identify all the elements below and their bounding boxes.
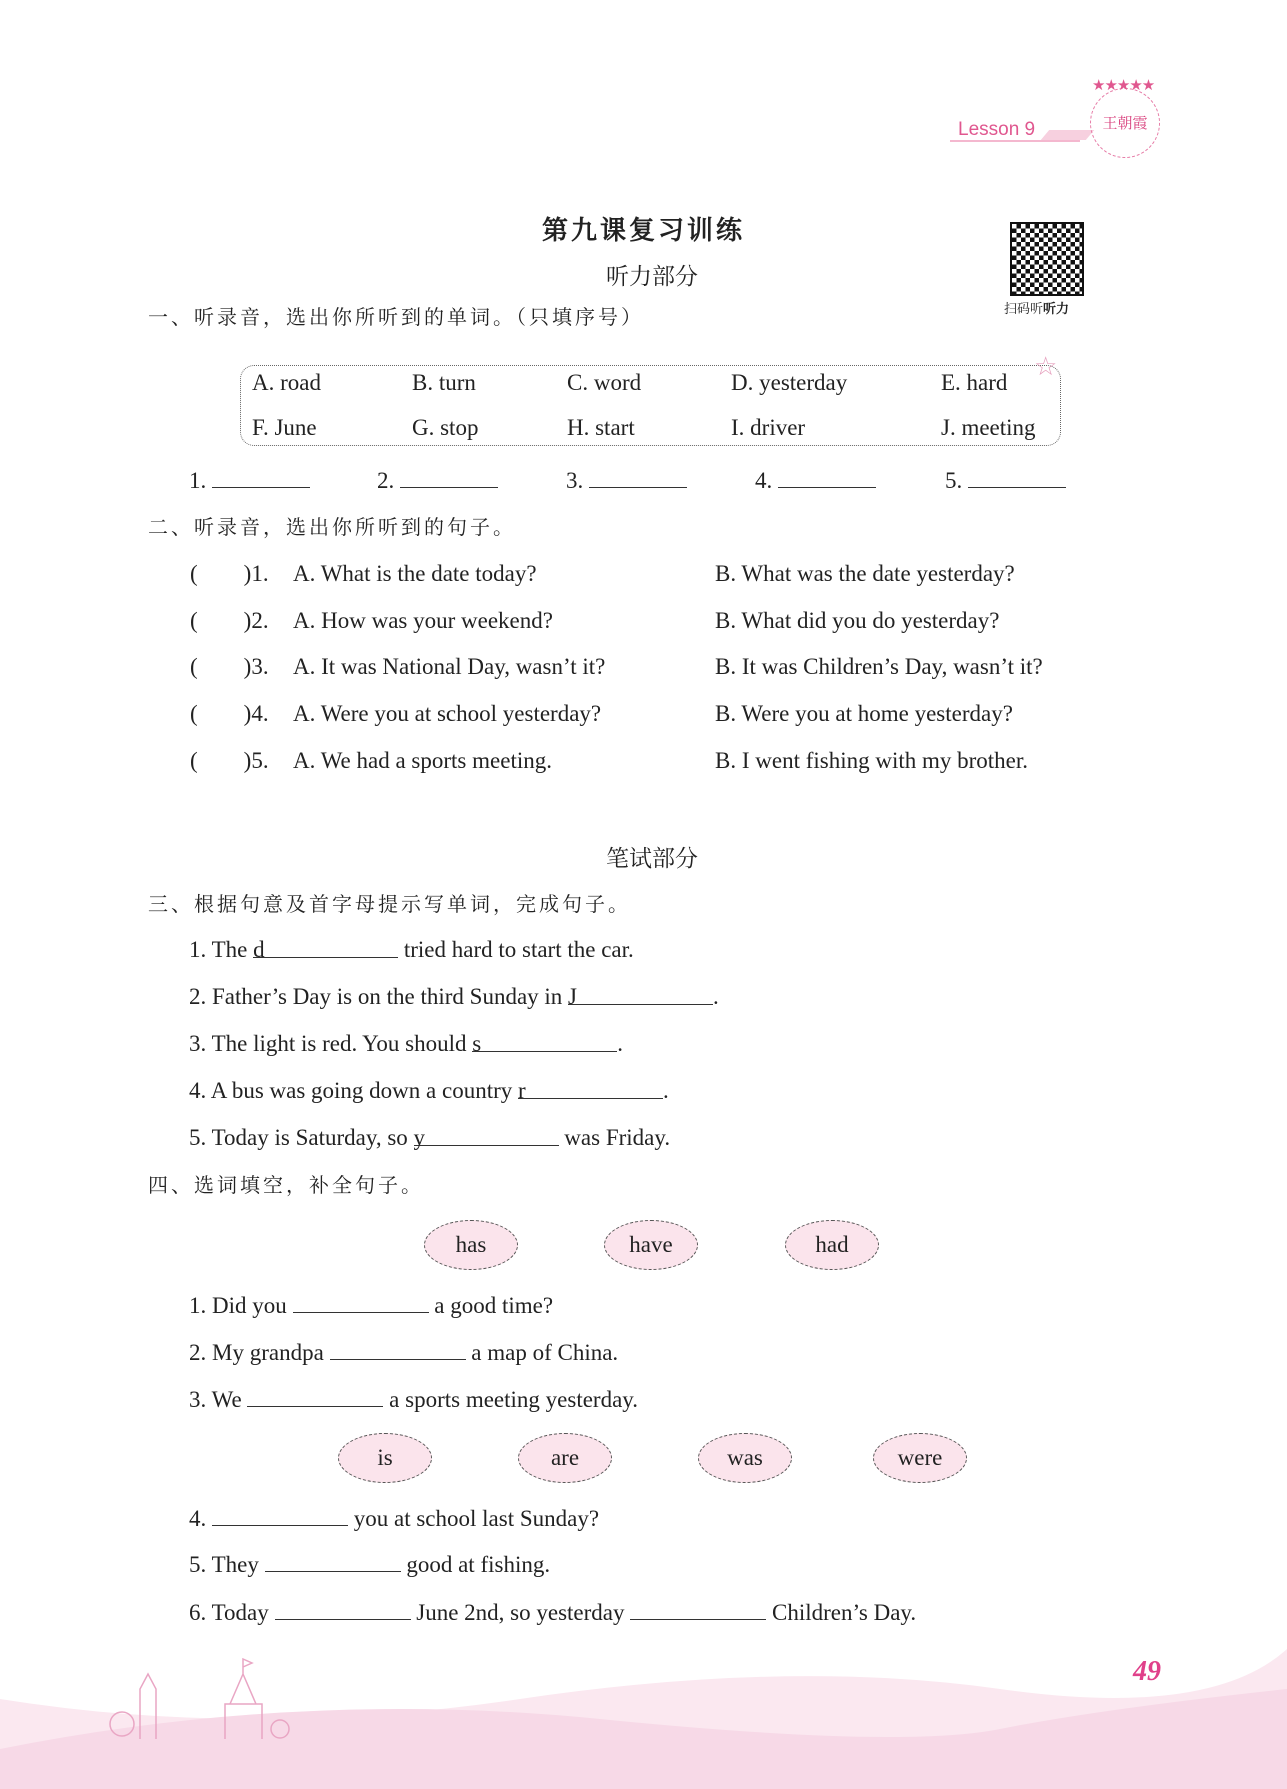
word-choice[interactable]: had bbox=[785, 1220, 879, 1270]
answer-paren[interactable]: ( )4. bbox=[190, 701, 269, 726]
hint-letter: J bbox=[568, 984, 577, 1009]
answer-number: 4. bbox=[755, 468, 773, 493]
answer-blank[interactable] bbox=[293, 1291, 429, 1313]
sentence-start: 5. Today is Saturday, so bbox=[189, 1125, 414, 1150]
hint-letter: d bbox=[253, 937, 265, 962]
sentence-start: 1. Did you bbox=[189, 1293, 293, 1318]
sentence-end: was Friday. bbox=[558, 1125, 671, 1150]
answer-blank[interactable] bbox=[778, 466, 876, 488]
answer-number: 2. bbox=[377, 468, 395, 493]
lesson-label: Lesson 9 bbox=[958, 119, 1036, 140]
word-option: D. yesterday bbox=[731, 370, 848, 395]
answer-blank-item bbox=[189, 466, 310, 495]
answer-paren[interactable]: ( )5. bbox=[190, 748, 269, 773]
qr-caption-a: 扫码听 bbox=[1004, 302, 1044, 317]
answer-number: 3. bbox=[566, 468, 584, 493]
sentence-end: you at school last Sunday? bbox=[348, 1506, 600, 1531]
sentence-start: 2. My grandpa bbox=[189, 1340, 330, 1365]
answer-blank[interactable] bbox=[568, 983, 713, 1009]
answer-paren[interactable]: ( )3. bbox=[190, 654, 269, 679]
answer-blank[interactable] bbox=[330, 1338, 466, 1360]
sentence-start: 4. A bus was going down a country bbox=[189, 1078, 519, 1103]
word-choice[interactable]: have bbox=[604, 1220, 698, 1270]
answer-blank[interactable] bbox=[212, 466, 310, 488]
word-option: G. stop bbox=[412, 415, 479, 440]
part1-heading: 一、听录音，选出你所听到的单词。（只填序号） bbox=[148, 305, 644, 329]
fill-sentence bbox=[189, 1291, 553, 1320]
word-choice[interactable]: has bbox=[424, 1220, 518, 1270]
header-stripe bbox=[1041, 130, 1094, 140]
answer-blank[interactable] bbox=[275, 1598, 411, 1620]
fill-sentence bbox=[189, 1338, 618, 1367]
answer-blank[interactable] bbox=[265, 1550, 401, 1572]
word-option: C. word bbox=[567, 370, 642, 395]
word-choice[interactable]: was bbox=[698, 1433, 792, 1483]
logo-stamp bbox=[1090, 88, 1160, 158]
answer-blank[interactable] bbox=[968, 466, 1066, 488]
sentence-end: a good time? bbox=[428, 1293, 554, 1318]
sentence-end: good at fishing. bbox=[400, 1552, 551, 1577]
sentence-start: 2. Father’s Day is on the third Sunday in bbox=[189, 984, 569, 1009]
page-title: 第九课复习训练 bbox=[541, 216, 745, 246]
word-option: J. meeting bbox=[941, 415, 1036, 440]
fill-sentence bbox=[189, 1504, 599, 1533]
option-b: B. What was the date yesterday? bbox=[715, 561, 1015, 586]
word-option: F. June bbox=[252, 415, 317, 440]
listening-title: 听力部分 bbox=[606, 264, 698, 290]
fill-sentence bbox=[189, 936, 634, 964]
logo-text: 王朝霞 bbox=[1102, 116, 1148, 132]
answer-blank-item bbox=[377, 466, 498, 495]
fill-sentence bbox=[189, 983, 719, 1011]
sentence-end: tried hard to start the car. bbox=[398, 937, 634, 962]
sentence-end: Children’s Day. bbox=[766, 1600, 917, 1625]
answer-blank-item bbox=[755, 466, 876, 495]
word-choice[interactable]: is bbox=[338, 1433, 432, 1483]
option-a: A. How was your weekend? bbox=[293, 608, 553, 633]
fill-sentence bbox=[189, 1550, 550, 1579]
answer-paren[interactable]: ( )2. bbox=[190, 608, 269, 633]
word-choice[interactable]: were bbox=[873, 1433, 967, 1483]
answer-number: 1. bbox=[189, 468, 207, 493]
sentence-start: 3. We bbox=[189, 1387, 248, 1412]
answer-number: 5. bbox=[945, 468, 963, 493]
fill-sentence bbox=[189, 1598, 916, 1627]
fill-sentence bbox=[189, 1385, 638, 1414]
option-b: B. What did you do yesterday? bbox=[715, 608, 1000, 633]
option-b: B. I went fishing with my brother. bbox=[715, 748, 1029, 773]
option-a: A. Were you at school yesterday? bbox=[293, 701, 602, 726]
hint-letter: r bbox=[518, 1078, 526, 1103]
word-box bbox=[240, 365, 1061, 446]
answer-paren[interactable]: ( )1. bbox=[190, 561, 269, 586]
word-option: A. road bbox=[252, 370, 321, 395]
answer-blank[interactable] bbox=[472, 1030, 617, 1056]
sentence-end: . bbox=[663, 1078, 669, 1103]
word-option: E. hard bbox=[941, 370, 1008, 395]
header-rule bbox=[950, 140, 1080, 142]
answer-blank-item bbox=[945, 466, 1066, 495]
page-number: 49 bbox=[1133, 1656, 1161, 1687]
writing-title: 笔试部分 bbox=[606, 846, 698, 872]
answer-blank[interactable] bbox=[589, 466, 687, 488]
option-b: B. It was Children’s Day, wasn’t it? bbox=[715, 654, 1043, 679]
sentence-start: 4. bbox=[189, 1506, 212, 1531]
word-option: B. turn bbox=[412, 370, 476, 395]
option-b: B. Were you at home yesterday? bbox=[715, 701, 1013, 726]
fill-sentence bbox=[189, 1030, 623, 1058]
sentence-end: . bbox=[713, 984, 719, 1009]
sentence-start: 1. The bbox=[189, 937, 254, 962]
answer-blank[interactable] bbox=[630, 1598, 766, 1620]
sentence-end: a sports meeting yesterday. bbox=[383, 1387, 639, 1412]
sentence-start: 3. The light is red. You should bbox=[189, 1031, 473, 1056]
word-choice[interactable]: are bbox=[518, 1433, 612, 1483]
part4-heading: 四、选词填空，补全句子。 bbox=[148, 1173, 424, 1197]
answer-blank[interactable] bbox=[518, 1077, 663, 1103]
answer-blank[interactable] bbox=[413, 1124, 559, 1150]
word-option: I. driver bbox=[731, 415, 806, 440]
footer-wave bbox=[0, 1629, 1287, 1789]
stars-icon: ★★★★★ bbox=[1092, 78, 1155, 94]
hint-letter: s bbox=[472, 1031, 482, 1056]
part2-heading: 二、听录音，选出你所听到的句子。 bbox=[148, 515, 516, 539]
option-a: A. We had a sports meeting. bbox=[293, 748, 552, 773]
option-a: A. What is the date today? bbox=[293, 561, 537, 586]
word-option: H. start bbox=[567, 415, 635, 440]
qr-caption-b: 听力 bbox=[1043, 302, 1070, 317]
sentence-start: 6. Today bbox=[189, 1600, 275, 1625]
answer-blank[interactable] bbox=[212, 1504, 348, 1526]
sentence-end: a map of China. bbox=[465, 1340, 619, 1365]
answer-blank[interactable] bbox=[400, 466, 498, 488]
star-icon: ☆ bbox=[1034, 352, 1058, 381]
qr-caption bbox=[1004, 298, 1069, 317]
fill-sentence bbox=[189, 1124, 670, 1152]
answer-blank-item bbox=[566, 466, 687, 495]
sentence-middle: June 2nd, so yesterday bbox=[410, 1600, 631, 1625]
sentence-start: 5. They bbox=[189, 1552, 265, 1577]
fill-sentence bbox=[189, 1077, 669, 1105]
hint-letter: y bbox=[413, 1125, 426, 1150]
part3-heading: 三、根据句意及首字母提示写单词，完成句子。 bbox=[148, 892, 631, 916]
answer-blank[interactable] bbox=[247, 1385, 383, 1407]
answer-blank[interactable] bbox=[253, 936, 398, 962]
option-a: A. It was National Day, wasn’t it? bbox=[293, 654, 606, 679]
sentence-end: . bbox=[617, 1031, 624, 1056]
